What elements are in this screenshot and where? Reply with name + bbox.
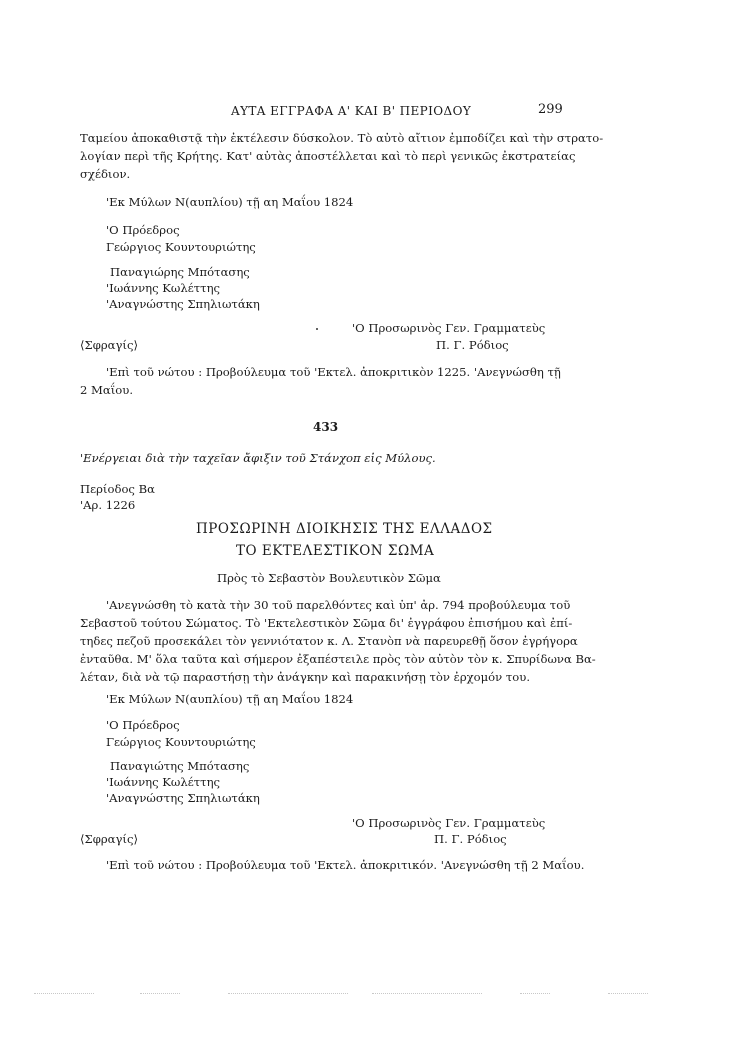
president-name: Γεώργιος Κουντουριώτης	[106, 735, 256, 749]
scan-artifact	[140, 993, 180, 995]
document-summary: 'Ενέργειαι διὰ τὴν ταχεῖαν ἄφιξιν τοῦ Στάνχοπ εἰς Μύλους.	[80, 451, 436, 465]
president-title: 'Ο Πρόεδρος	[106, 718, 180, 732]
scan-artifact	[34, 993, 94, 995]
page-number: 299	[538, 102, 563, 117]
scan-artifact	[228, 993, 348, 995]
secretary-name: Π. Γ. Ρόδιος	[436, 338, 509, 352]
member-name: Παναγιώρης Μπότασης	[110, 265, 250, 279]
period-label: Περίοδος Βα	[80, 482, 155, 496]
member-name: 'Αναγνώστης Σπηλιωτάκη	[106, 791, 260, 805]
scan-artifact	[520, 993, 550, 995]
member-name: 'Ιωάννης Κωλέττης	[106, 775, 221, 789]
member-name: 'Αναγνώστης Σπηλιωτάκη	[106, 297, 260, 311]
document-number: 433	[313, 420, 339, 434]
secretary-title: 'Ο Προσωρινὸς Γεν. Γραμματεὺς	[352, 816, 546, 830]
stray-dot	[316, 328, 318, 330]
endorsement: 2 Μαΐου.	[80, 383, 134, 397]
president-title: 'Ο Πρόεδρος	[106, 223, 180, 237]
addressee: Πρὸς τὸ Σεβαστὸν Βουλευτικὸν Σῶμα	[217, 571, 441, 585]
seal-mark: ⟨Σφραγίς⟩	[80, 338, 138, 352]
document-subtitle: ΤΟ ΕΚΤΕΛΕΣΤΙΚΟΝ ΣΩΜΑ	[236, 543, 435, 559]
seal-mark: ⟨Σφραγίς⟩	[80, 832, 138, 846]
body-line: τηδες πεζοῦ προσεκάλει τὸν γεννιότατον κ. Λ. Στανὸπ νὰ παρευρεθῇ ὅσον ἐγρήγορα	[80, 634, 578, 648]
body-line: λογίαν περὶ τῆς Κρήτης. Κατ' αὐτὰς ἀποστέλλεται καὶ τὸ περὶ γενικῶς ἐκστρατείας	[80, 149, 576, 163]
scan-artifact	[372, 993, 482, 995]
body-line: λέταν, διὰ νὰ τῷ παραστήσῃ τὴν ἀνάγκην καὶ παρακινήσῃ τὸν ἐρχομόν του.	[80, 670, 531, 684]
running-header: ΑΥΤΑ ΕΓΓΡΑΦΑ Α' ΚΑΙ Β' ΠΕΡΙΟΔΟΥ	[231, 104, 472, 118]
body-line: Σεβαστοῦ τούτου Σώματος. Τὸ 'Εκτελεστικὸν Σῶμα δι' ἐγγράφου ἐπισήμου καὶ ἐπί-	[80, 616, 573, 630]
document-title: ΠΡΟΣΩΡΙΝΗ ΔΙΟΙΚΗΣΙΣ ΤΗΣ ΕΛΛΑΔΟΣ	[196, 521, 493, 537]
body-line: ἐνταῦθα. Μ' ὅλα ταῦτα καὶ σήμερον ἐξαπέστειλε πρὸς τὸν αὐτὸν τὸν κ. Σπυρίδωνα Βα-	[80, 652, 596, 666]
body-line: Ταμείου ἀποκαθιστᾷ τὴν ἐκτέλεσιν δύσκολον. Τὸ αὐτὸ αἴτιον ἐμποδίζει καὶ τὴν στρατο-	[80, 131, 604, 145]
member-name: Παναγιώτης Μπότασης	[110, 759, 250, 773]
endorsement: 'Επὶ τοῦ νώτου : Προβούλευμα τοῦ 'Εκτελ. ἀποκριτικὸν 1225. 'Ανεγνώσθη τῇ	[106, 365, 561, 379]
president-name: Γεώργιος Κουντουριώτης	[106, 240, 256, 254]
place-date: 'Εκ Μύλων Ν(αυπλίου) τῇ α⁠η Μαΐου 1824	[106, 195, 354, 209]
body-line: 'Ανεγνώσθη τὸ κατὰ τὴν 30 τοῦ παρελθόντες καὶ ὑπ' ἀρ. 794 προβούλευμα τοῦ	[106, 598, 571, 612]
member-name: 'Ιωάννης Κωλέττης	[106, 281, 221, 295]
secretary-name: Π. Γ. Ρόδιος	[434, 832, 507, 846]
reference-number: 'Αρ. 1226	[80, 498, 136, 512]
body-line: σχέδιον.	[80, 167, 131, 181]
scan-artifact	[608, 993, 648, 995]
secretary-title: 'Ο Προσωρινὸς Γεν. Γραμματεὺς	[352, 321, 546, 335]
endorsement: 'Επὶ τοῦ νώτου : Προβούλευμα τοῦ 'Εκτελ. ἀποκριτικόν. 'Ανεγνώσθη τῇ 2 Μαΐου.	[106, 858, 585, 872]
place-date: 'Εκ Μύλων Ν(αυπλίου) τῇ α⁠η Μαΐου 1824	[106, 692, 354, 706]
